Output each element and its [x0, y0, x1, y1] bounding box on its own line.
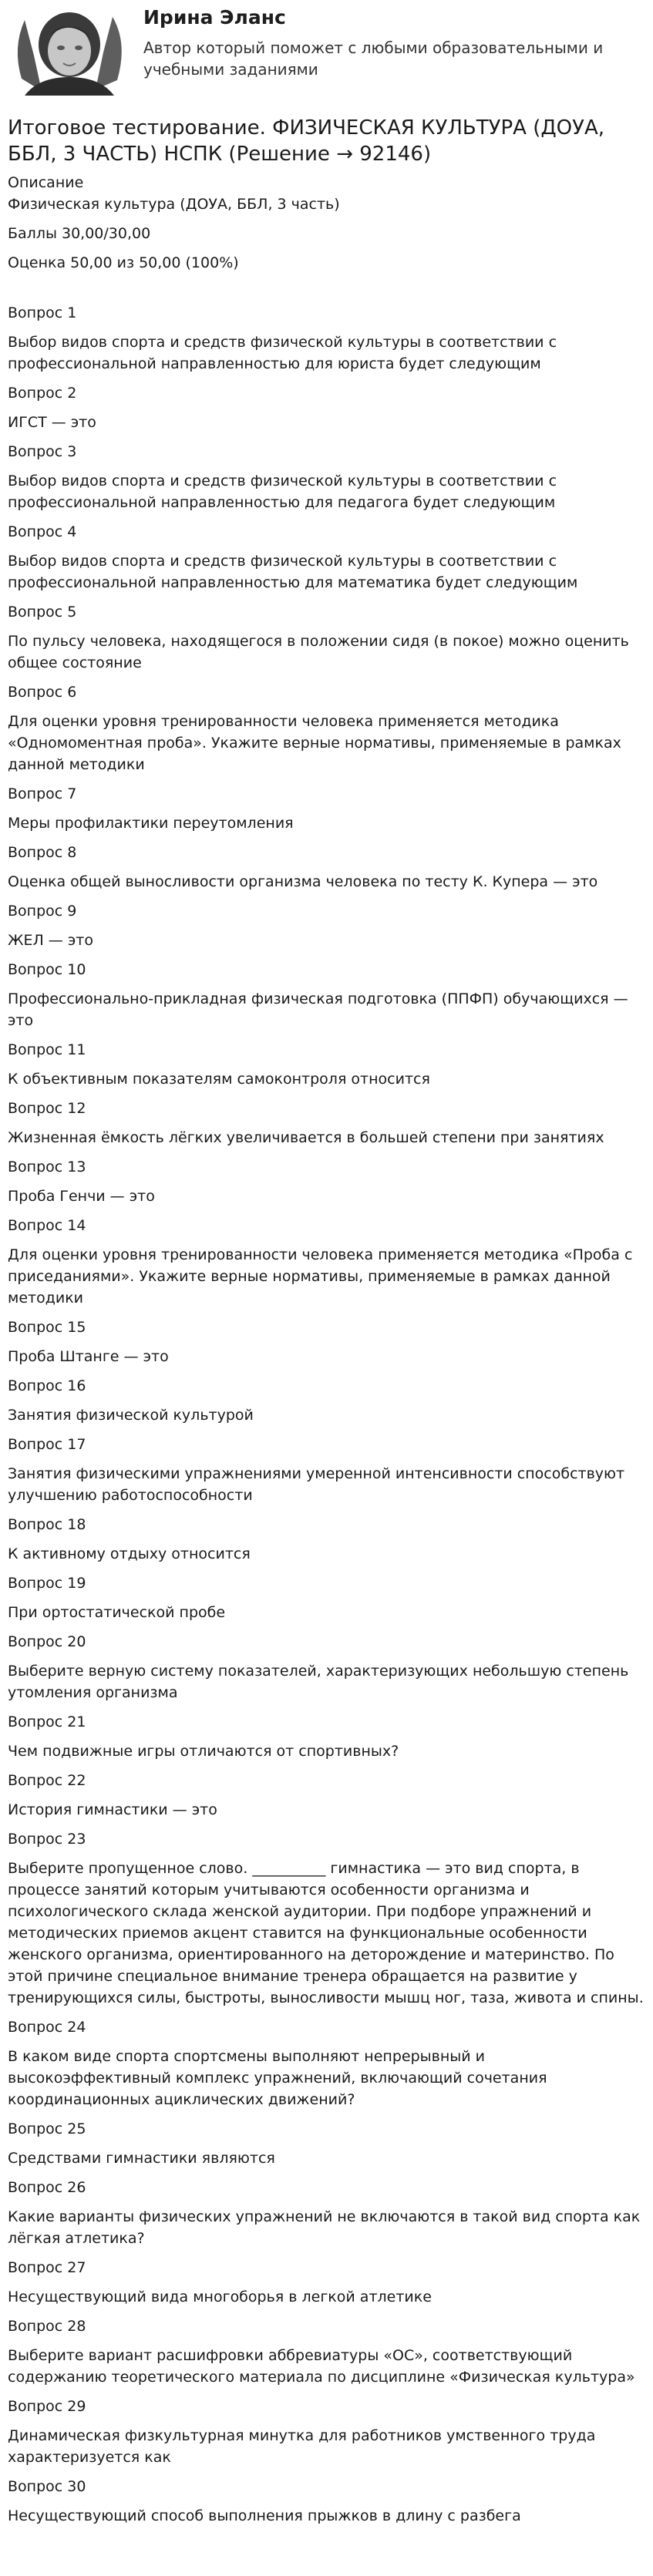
question-text: Для оценки уровня тренированности человека применяется методика «Одномоментная проба». Укажите верные нормативы, применяемые в рамках данной методики	[8, 713, 621, 773]
question-label: Вопрос 13	[8, 1159, 86, 1175]
question-label: Вопрос 22	[8, 1772, 86, 1789]
author-description: Автор который поможет с любыми образовательными и учебными заданиями	[143, 39, 604, 79]
question-text: Какие варианты физических упражнений не включаются в такой вид спорта как лёгкая атлетика?	[8, 2208, 641, 2247]
question-item	[8, 2119, 645, 2169]
question-item	[8, 682, 645, 775]
question-label: Вопрос 14	[8, 1217, 86, 1234]
test-meta	[8, 172, 645, 274]
question-item	[8, 2477, 645, 2527]
question-text: Выбор видов спорта и средств физической культуры в соответствии с профессиональной направленностью для педагога будет следующим	[8, 472, 557, 511]
question-label: Вопрос 6	[8, 684, 77, 701]
page-title: Итоговое тестирование. ФИЗИЧЕСКАЯ КУЛЬТУРА (ДОУА, ББЛ, 3 ЧАСТЬ) НСПК (Решение → 92146)	[8, 116, 605, 166]
question-text: Выберите пропущенное слово. __________ гимнастика — это вид спорта, в процессе занятий которым учитываются особенности организма и психологического склада женской аудитории. При подборе упражнений и методических приемов акцент ставится на функциональные особенности женского организма, ориентированного на деторождение и материнство. По этой причине специальное внимание тренера обращается на развитие у тренирующихся силы, быстроты, выносливости мышц ног, таза, живота и спины.	[8, 1860, 644, 2006]
question-label: Вопрос 17	[8, 1436, 86, 1453]
question-text: ЖЕЛ — это	[8, 932, 93, 949]
question-item	[8, 842, 645, 893]
question-text: Несуществующий способ выполнения прыжков в длину с разбега	[8, 2507, 521, 2524]
question-text: В каком виде спорта спортсмены выполняют непрерывный и высокоэффективный комплекс упражнений, включающий сочетания координационных ациклических движений?	[8, 2048, 547, 2108]
grade-text: Оценка 50,00 из 50,00 (100%)	[8, 254, 239, 271]
question-label: Вопрос 1	[8, 304, 77, 321]
question-text: Занятия физическими упражнениями умеренной интенсивности способствуют улучшению работоспособности	[8, 1465, 625, 1504]
question-label: Вопрос 3	[8, 443, 77, 460]
question-label: Вопрос 15	[8, 1319, 86, 1336]
question-item	[8, 1573, 645, 1623]
question-text: При ортостатической пробе	[8, 1604, 226, 1621]
question-label: Вопрос 19	[8, 1575, 86, 1592]
question-text: Занятия физической культурой	[8, 1407, 254, 1424]
question-text: Оценка общей выносливости организма человека по тесту К. Купера — это	[8, 873, 598, 890]
question-text: Выберите вариант расшифровки аббревиатуры «ОС», соответствующий содержанию теоретического материала по дисциплине «Физическая культура»	[8, 2347, 635, 2386]
question-item	[8, 1040, 645, 1090]
question-item	[8, 1157, 645, 1207]
score-text: Баллы 30,00/30,00	[8, 225, 151, 242]
question-text: Выберите верную систему показателей, характеризующих небольшую степень утомления организма	[8, 1663, 629, 1701]
question-item	[8, 2177, 645, 2249]
question-text: По пульсу человека, находящегося в положении сидя (в покое) можно оценить общее состояние	[8, 633, 629, 671]
question-text: К активному отдыху относится	[8, 1545, 251, 1562]
question-item	[8, 2396, 645, 2468]
question-label: Вопрос 23	[8, 1831, 86, 1848]
question-label: Вопрос 24	[8, 2019, 86, 2036]
question-item	[8, 442, 645, 513]
question-text: Выбор видов спорта и средств физической культуры в соответствии с профессиональной направленностью для математика будет следующим	[8, 553, 578, 591]
question-label: Вопрос 20	[8, 1633, 86, 1650]
question-item	[8, 2258, 645, 2308]
author-header	[0, 0, 653, 102]
question-text: Для оценки уровня тренированности человека применяется методика «Проба с приседаниями». Укажите верные нормативы, применяемые в рамках данной методики	[8, 1246, 633, 1306]
question-text: Динамическая физкультурная минутка для работников умственного труда характеризуется как	[8, 2427, 596, 2466]
question-item	[8, 602, 645, 674]
question-item	[8, 1434, 645, 1506]
question-item	[8, 1216, 645, 1309]
question-item	[8, 2017, 645, 2110]
author-avatar[interactable]	[8, 5, 130, 96]
document-body	[0, 115, 653, 2527]
question-text: Жизненная ёмкость лёгких увеличивается в большей степени при занятиях	[8, 1129, 604, 1146]
question-text: ИГСТ — это	[8, 414, 96, 431]
question-label: Вопрос 2	[8, 385, 77, 402]
question-label: Вопрос 11	[8, 1041, 86, 1058]
question-label: Вопрос 9	[8, 903, 77, 920]
question-label: Вопрос 28	[8, 2318, 86, 2335]
question-label: Вопрос 21	[8, 1713, 86, 1730]
question-item	[8, 1515, 645, 1565]
question-text: История гимнастики — это	[8, 1801, 217, 1818]
question-label: Вопрос 5	[8, 604, 77, 620]
question-label: Вопрос 30	[8, 2478, 86, 2495]
question-label: Вопрос 8	[8, 844, 77, 861]
question-label: Вопрос 18	[8, 1516, 86, 1533]
question-label: Вопрос 10	[8, 961, 86, 978]
question-label: Вопрос 7	[8, 785, 77, 802]
description-label: Описание	[8, 174, 84, 191]
question-label: Вопрос 4	[8, 523, 77, 540]
question-label: Вопрос 16	[8, 1377, 86, 1394]
question-item	[8, 784, 645, 834]
question-item	[8, 1829, 645, 2009]
author-photo	[8, 5, 130, 96]
question-item	[8, 1712, 645, 1762]
question-text: Средствами гимнастики являются	[8, 2150, 275, 2167]
question-label: Вопрос 12	[8, 1100, 86, 1117]
question-item	[8, 960, 645, 1031]
question-text: Выбор видов спорта и средств физической культуры в соответствии с профессиональной направленностью для юриста будет следующим	[8, 334, 557, 372]
question-item	[8, 2316, 645, 2388]
question-item	[8, 383, 645, 433]
question-label: Вопрос 27	[8, 2259, 86, 2276]
description-value: Физическая культура (ДОУА, ББЛ, 3 часть)	[8, 196, 340, 213]
question-item	[8, 303, 645, 375]
question-text: К объективным показателям самоконтроля относится	[8, 1071, 430, 1088]
question-label: Вопрос 25	[8, 2120, 86, 2137]
question-item	[8, 901, 645, 951]
question-text: Профессионально-прикладная физическая подготовка (ППФП) обучающихся — это	[8, 990, 628, 1029]
question-text: Чем подвижные игры отличаются от спортивных?	[8, 1743, 399, 1760]
question-item	[8, 522, 645, 594]
question-text: Несуществующий вида многоборья в легкой атлетике	[8, 2288, 432, 2305]
question-text: Проба Штанге — это	[8, 1348, 169, 1365]
question-item	[8, 1771, 645, 1821]
question-list	[8, 303, 645, 2527]
question-item	[8, 1098, 645, 1148]
author-name[interactable]: Ирина Эланс	[143, 6, 286, 29]
question-text: Проба Генчи — это	[8, 1188, 155, 1205]
question-item	[8, 1317, 645, 1367]
question-item	[8, 1376, 645, 1426]
question-text: Меры профилактики переутомления	[8, 815, 294, 832]
question-label: Вопрос 26	[8, 2179, 86, 2196]
question-item	[8, 1632, 645, 1703]
question-label: Вопрос 29	[8, 2398, 86, 2415]
